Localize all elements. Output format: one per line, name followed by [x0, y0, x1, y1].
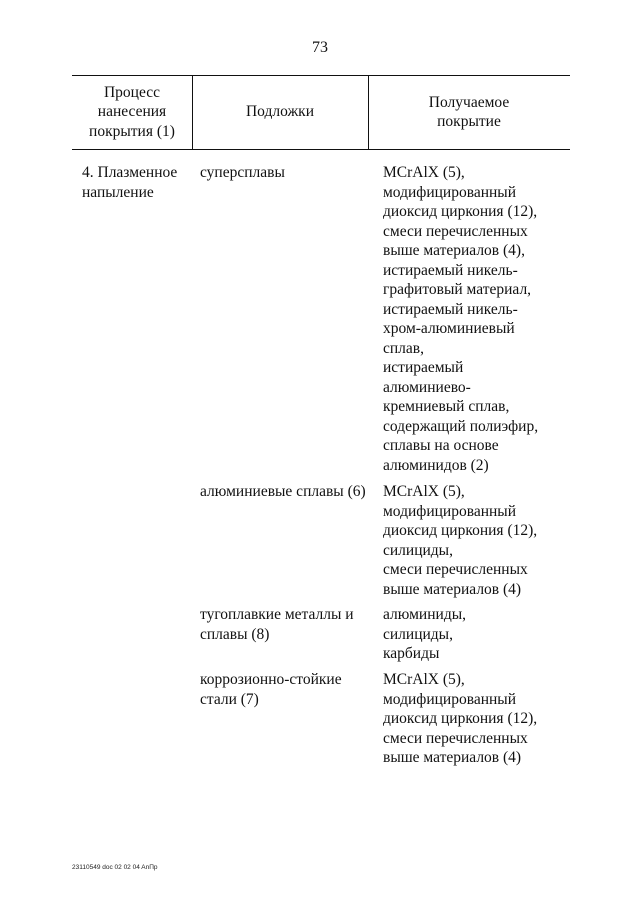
header-coating: Получаемое покрытие — [428, 93, 510, 130]
coating-cell: MCrAlX (5), модифицированный диоксид циркония (12), силициды, смеси перечисленных выше материалов (4) — [383, 483, 538, 598]
table-header-rule — [72, 149, 570, 150]
document-footer-code: 23110549 doc 02 02 04 AnПр — [72, 864, 158, 871]
header-substrates: Подложки — [245, 103, 315, 121]
page-number: 73 — [312, 39, 328, 56]
process-cell: 4. Плазменное напыление — [82, 164, 178, 201]
substrate-cell: алюминиевые сплавы (6) — [200, 483, 366, 500]
substrate-cell: суперсплавы — [200, 164, 285, 181]
coating-cell: MCrAlX (5), модифицированный диоксид циркония (12), смеси перечисленных выше материалов (4), истираемый никель- графитовый материал, истираемый никель- хром-алюминиевый сплав, истираемый алюминиево- кремниевый сплав, содержащий полиэфир, сплавы на основе алюминидов (2) — [383, 164, 539, 474]
coating-cell: алюминиды, силициды, карбиды — [383, 606, 466, 662]
coating-cell: MCrAlX (5), модифицированный диоксид циркония (12), смеси перечисленных выше материалов (4) — [383, 671, 538, 766]
header-process: Процесс нанесения покрытия (1) — [89, 83, 175, 140]
substrate-cell: тугоплавкие металлы и сплавы (8) — [200, 606, 354, 643]
substrate-cell: коррозионно-стойкие стали (7) — [200, 671, 342, 708]
